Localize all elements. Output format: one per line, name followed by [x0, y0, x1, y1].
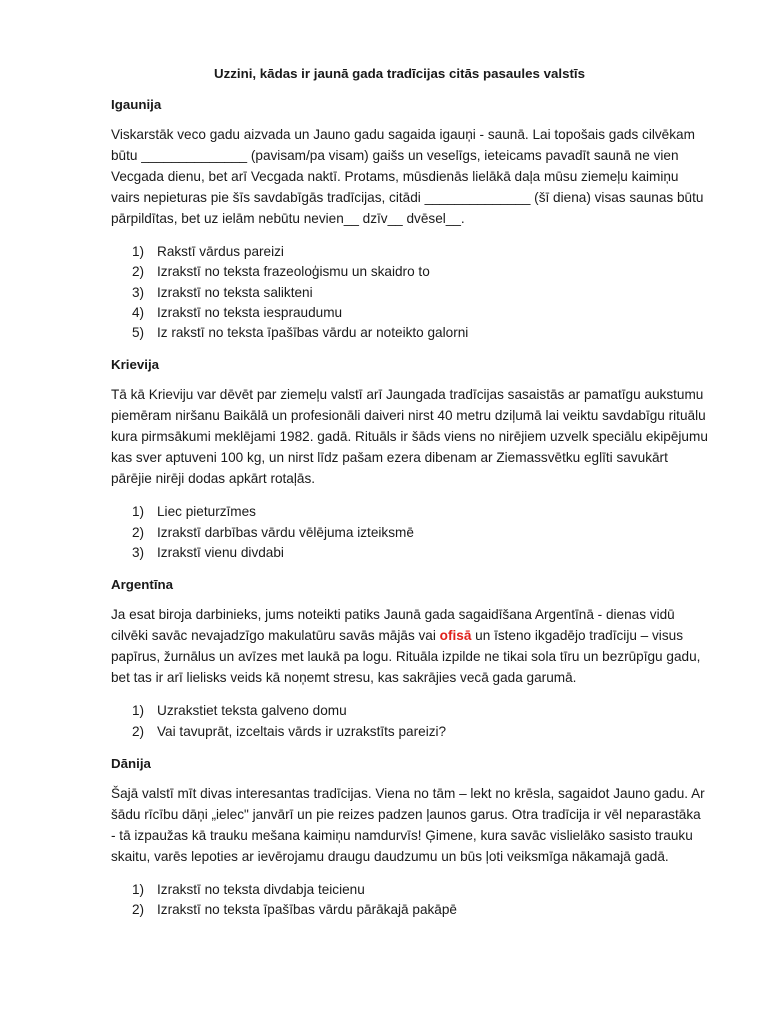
task-text: Izrakstī no teksta iespraudumu: [157, 304, 343, 320]
section-argentina: [111, 577, 708, 742]
section-heading: Krievija: [111, 357, 160, 373]
task-number: 4): [132, 304, 145, 320]
task-list: [111, 880, 708, 921]
task-text: Izrakstī vienu divdabi: [157, 545, 284, 561]
task-list: [111, 502, 708, 563]
task-number: 2): [132, 902, 145, 918]
task-item: [132, 262, 708, 282]
highlighted-word: ofisā: [439, 628, 472, 644]
task-number: 1): [132, 504, 145, 520]
section-paragraph: [111, 604, 708, 688]
task-item: [132, 323, 708, 343]
section-heading: Dānija: [111, 755, 151, 771]
task-item: [132, 880, 708, 900]
task-item: [132, 303, 708, 323]
section-paragraph: Viskarstāk veco gadu aizvada un Jauno gadu sagaida igauņi - saunā. Lai topošais gads cilvēkam būtu ______________ (pavisam/pa visam) gaišs un veselīgs, ieteicams pavadīt saunā ne vien Vecgada dienu, bet arī Vecgada naktī. Protams, mūsdienās lielākā daļa mūsu ziemeļu kaimiņu vairs nepieturas pie šīs savdabīgās tradīcijas, citādi ______________ (šī diena) visas saunas būtu pārpildītas, bet uz ielām nebūtu nevien__ dzīv__ dvēsel__.: [111, 127, 704, 226]
task-number: 2): [132, 264, 145, 280]
task-text: Iz rakstī no teksta īpašības vārdu ar noteikto galorni: [157, 325, 469, 341]
task-list: [111, 242, 708, 343]
task-text: Izrakstī no teksta īpašības vārdu pārākajā pakāpē: [157, 902, 457, 918]
task-text: Izrakstī darbības vārdu vēlējuma izteiksmē: [157, 524, 414, 540]
task-number: 3): [132, 545, 145, 561]
section-danija: [111, 756, 708, 921]
task-text: Vai tavuprāt, izceltais vārds ir uzrakstīts pareizi?: [157, 723, 447, 739]
task-text: Liec pieturzīmes: [157, 504, 256, 520]
task-item: [132, 701, 708, 721]
section-igaunija: [111, 97, 708, 343]
section-krievija: [111, 357, 708, 563]
task-item: [132, 523, 708, 543]
task-number: 1): [132, 703, 145, 719]
task-number: 1): [132, 244, 145, 259]
task-item: [132, 283, 708, 303]
section-paragraph: Tā kā Krieviju var dēvēt par ziemeļu valstī arī Jaungada tradīcijas sasaistās ar pamatīgu aukstumu piemēram niršanu Baikālā un profesionāli daiveri nirst 40 metru dziļumā lai veiktu savdabīgu rituālu kura pirmsākumi meklējami 1982. gadā. Rituāls ir šāds viens no nirējiem uzvelk speciālu ekipējumu kas sver aptuveni 100 kg, un nirst līdz pašam ezera dibenam ar Ziemassvētku eglīti savukārt pārējie nirēji dodas apkārt rotaļās.: [111, 387, 708, 487]
paragraph-text: Ja esat biroja darbinieks, jums noteikti patiks Jaunā gada sagaidīšana Argentīnā - dienas vidū cilvēki savāc nevajadzīgo makulatūru savās mājās vai: [111, 607, 675, 644]
task-item: [132, 543, 708, 563]
section-paragraph: Šajā valstī mīt divas interesantas tradīcijas. Viena no tām – lekt no krēsla, sagaidot Jauno gadu. Ar šādu rīcību dāņi „ielec" janvārī un pie reizes padzen ļaunos garus. Otra tradīcija ir vēl neparastāka - tā izpaužas kā trauku mešana kaimiņu namdurvīs! Ģimene, kura savāc vislielāko sasisto trauku skaitu, varēs lepoties ar ievērojamu draugu daudzumu un būs ļoti veiksmīga nākamajā gadā.: [111, 785, 705, 864]
task-list: [111, 701, 708, 742]
paragraph-text: un īsteno ikgadējo tradīciju – visus papīrus, žurnālus un avīzes met laukā pa logu. Rituāla izpilde ne tikai sola tīru un bezrūpīgu gadu, bet tas ir arī lielisks veids kā noņemt stresu, kas sakrājies vecā gada garumā.: [111, 628, 701, 686]
task-text: Izrakstī no teksta divdabja teicienu: [157, 881, 365, 897]
section-heading: Igaunija: [111, 97, 162, 112]
task-item: [132, 900, 708, 920]
task-item: [132, 502, 708, 522]
task-text: Izrakstī no teksta frazeoloģismu un skaidro to: [157, 264, 430, 280]
task-text: Uzrakstiet teksta galveno domu: [157, 703, 347, 719]
task-item: [132, 722, 708, 742]
task-text: Rakstī vārdus pareizi: [157, 244, 284, 259]
task-number: 2): [132, 723, 145, 739]
task-item: [132, 242, 708, 262]
task-number: 2): [132, 524, 145, 540]
task-number: 5): [132, 325, 145, 341]
document-title: Uzzini, kādas ir jaunā gada tradīcijas citās pasaules valstīs: [213, 66, 585, 81]
section-heading: Argentīna: [111, 577, 174, 593]
task-number: 3): [132, 284, 145, 300]
task-text: Izrakstī no teksta salikteni: [157, 284, 313, 300]
task-number: 1): [132, 881, 145, 897]
